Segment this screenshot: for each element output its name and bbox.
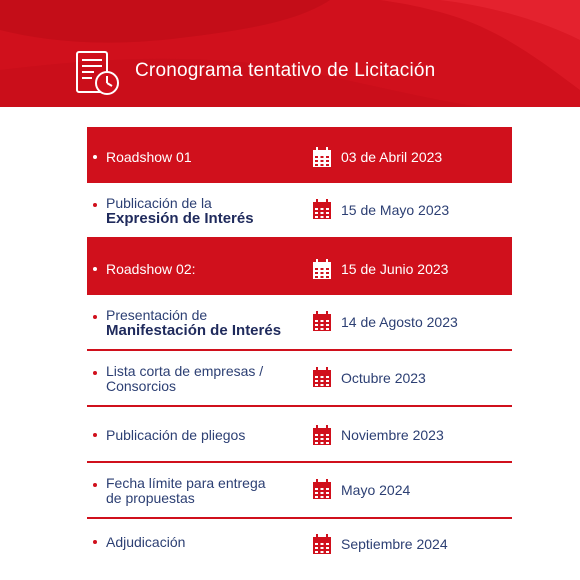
- schedule-label: Presentación de Manifestación de Interés: [106, 307, 282, 339]
- calendar-icon: [312, 479, 332, 500]
- calendar-icon: [312, 534, 332, 555]
- schedule-label: Lista corta de empresas / Consorcios: [106, 363, 264, 394]
- calendar-icon: [312, 311, 332, 332]
- schedule-row: [87, 519, 512, 569]
- header-banner: [0, 0, 580, 107]
- schedule-row: [87, 407, 512, 463]
- bullet: [93, 433, 97, 437]
- calendar-icon: [312, 425, 332, 446]
- bullet: [93, 315, 97, 319]
- calendar-icon: [312, 367, 332, 388]
- bullet: [93, 540, 97, 544]
- schedule-date: 14 de Agosto 2023: [341, 314, 458, 330]
- schedule-row: [87, 295, 512, 351]
- schedule-date: Octubre 2023: [341, 370, 426, 386]
- document-clock-icon: [74, 50, 124, 100]
- schedule-date: Mayo 2024: [341, 482, 411, 498]
- schedule-label: Roadshow 02:: [106, 261, 196, 277]
- schedule-label: Publicación de la Expresión de Interés: [106, 195, 254, 227]
- schedule-date: 15 de Mayo 2023: [341, 202, 450, 218]
- schedule-date: 03 de Abril 2023: [341, 149, 443, 165]
- schedule-row: [87, 351, 512, 407]
- schedule-label: Fecha límite para entrega de propuestas: [106, 475, 266, 506]
- schedule-row: [87, 463, 512, 519]
- bullet: [93, 371, 97, 375]
- bullet: [93, 155, 97, 159]
- calendar-icon: [312, 259, 332, 280]
- bullet: [93, 267, 97, 271]
- schedule-row: [87, 239, 512, 295]
- bullet: [93, 203, 97, 207]
- bullet: [93, 483, 97, 487]
- schedule-row: [87, 183, 512, 239]
- schedule-label: Roadshow 01: [106, 149, 192, 165]
- schedule-table: [87, 127, 512, 569]
- schedule-date: 15 de Junio 2023: [341, 261, 449, 277]
- schedule-label: Adjudicación: [106, 534, 186, 550]
- schedule-label: Publicación de pliegos: [106, 427, 246, 443]
- schedule-date: Noviembre 2023: [341, 427, 444, 443]
- calendar-icon: [312, 147, 332, 168]
- schedule-date: Septiembre 2024: [341, 536, 448, 552]
- schedule-row: [87, 127, 512, 183]
- page-title: Cronograma tentativo de Licitación: [135, 60, 436, 81]
- calendar-icon: [312, 199, 332, 220]
